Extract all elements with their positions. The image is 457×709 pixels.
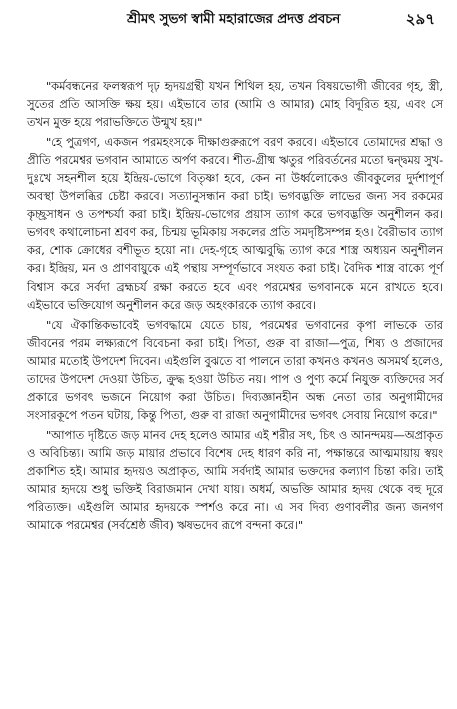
page-number: ২৯৭ <box>405 10 435 28</box>
paragraph-4: "আপাত দৃষ্টিতে জড় মানব দেহ হলেও আমার এই শরীর সৎ, চিৎ ও আনন্দময়—অপ্রাকৃত ও অবিচিন্ত্য। আমি জড় মায়ার প্রভাবে বিশেষ দেহ ধারণ করি না, পক্ষান্তরে আত্মমায়ায় স্বয়ং প্রকাশিত হই। আমার হৃদয়ও অপ্রাকৃত, আমি সর্বদাই আমার ভক্তদের কল্যাণ চিন্তা করি। তাই আমার হৃদয়ে শুধু ভক্তিই বিরাজমান দেখা যায়। অধর্ম, অভক্তি আমার হৃদয় থেকে বহু দূরে পরিত্যক্ত। এইগুলি আমার হৃদয়কে স্পর্শও করে না। এ সব দিব্য গুণাবলীর জন্য জনগণ আমাকে পরমেশ্বর (সর্বশ্রেষ্ঠ জীব) ঋষভদেব রূপে বন্দনা করে।" <box>27 427 443 533</box>
page-header <box>27 8 443 30</box>
paragraph-3: "যে ঐকান্তিকভাবেই ভগবদ্ধামে যেতে চায়, পরমেশ্বর ভগবানের কৃপা লাভকে তার জীবনের পরম লক্ষ্যরূপে বিবেচনা করা চাই। পিতা, গুরু বা রাজা—পুত্র, শিষ্য ও প্রজাদের আমার মতোই উপদেশ দিবেন। এইগুলি বুঝতে বা পালনে তারা কখনও কখনও অসমর্থ হলেও, তাদের উপদেশ দেওয়া উচিত, ক্রুদ্ধ হওয়া উচিত নয়। পাপ ও পুণ্য কর্মে নিযুক্ত ব্যক্তিদের সর্ব প্রকারে ভগবৎ ভজনে নিয়োগ করা উচিত। দিব্যজ্ঞানহীন অন্ধ নেতা তার অনুগামীদের সংসারকূপে পতন ঘটায়, কিন্তু পিতা, গুরু বা রাজা অনুগামীদের ভগবৎ সেবায় নিয়োগ করে।" <box>27 317 443 422</box>
paragraph-2: "হে পুত্রগণ, একজন পরমহংসকে দীক্ষাগুরুরূপে বরণ করবে। এইভাবে তোমাদের শ্রদ্ধা ও প্রীতি পরমেশ্বর ভগবান আমাতে অর্পণ করবে। শীত-গ্রীষ্ম ঋতুর পরিবর্তনের মতো দ্বন্দ্বময় সুখ-দুঃখে সহনশীল হয়ে ইন্দ্রিয়-ভোগে বিতৃষ্ণা হবে, কেন না উর্ধ্বলোকেও জীবকুলের দুর্দশাপূর্ণ অবস্থা উপলব্ধির চেষ্টা করবে। সত্যানুসন্ধান করা চাই। ভগবদ্ভক্তি লাভের জন্য সব রকমের কৃচ্ছ্রসাধন ও তপশ্চর্যা করা চাই। ইন্দ্রিয়-ভোগের প্রয়াস ত্যাগ করে ভগবদ্ভক্তি অনুশীলন কর। ভগবৎ কথালোচনা শ্রবণ কর, চিন্ময় ভূমিকায় সকলের প্রতি সমদৃষ্টিসম্পন্ন হও। বৈরীভাব ত্যাগ কর, শোক ক্রোধের বশীভূত হয়ো না। দেহ-গৃহে আত্মবুদ্ধি ত্যাগ করে শাস্ত্র অধ্যয়ন অনুশীলন কর। ইন্দ্রিয়, মন ও প্রাণবায়ুকে এই পন্থায় সম্পূর্ণভাবে সংযত করা চাই। বৈদিক শাস্ত্র বাক্যে পূর্ণ বিশ্বাস করে সর্বদা ব্রহ্মচর্য রক্ষা করতে হবে এবং পরমেশ্বর ভগবানকে মনে রাখতে হবে। এইভাবে ভক্তিযোগ অনুশীলন করে জড় অহংকারকে ত্যাগ করবে। <box>27 135 443 312</box>
page-body <box>27 77 443 534</box>
running-head: শ্রীমৎ সুভগ স্বামী মহারাজের প্রদত্ত প্রবচন <box>127 11 341 27</box>
paragraph-1: "কর্মবন্ধনের ফলস্বরূপ দৃঢ় হৃদয়গ্রন্থী যখন শিথিল হয়, তখন বিষয়ভোগী জীবের গৃহ, স্ত্রী, সুতের প্রতি আসক্তি ক্ষয় হয়। এইভাবে তার (আমি ও আমার) মোহ বিদূরিত হয়, এবং সে তখন মুক্ত হয়ে পরাভক্তিতে উন্মুখ হয়।" <box>27 79 443 130</box>
